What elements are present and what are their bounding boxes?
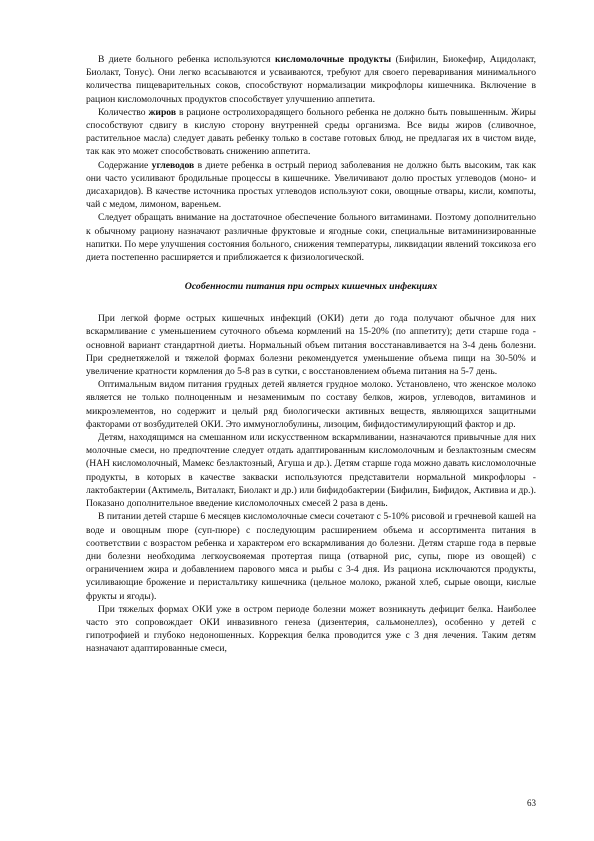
- paragraph-fats: [86, 106, 536, 159]
- bold-term: кисломолочные продукты: [275, 54, 392, 65]
- bold-term: углеводов: [151, 159, 195, 171]
- paragraph-text: (Бифилин, Биокефир, Ацидолакт, Биолакт, Тонус). Они легко всасываются и усваиваются, требуют для своего переваривания минимального количества пищеварительных соков, способствуют нормализации микрофлоры кишечника. Включение в рацион кисломолочных продуктов способствует улучшению аппетита.: [86, 54, 536, 105]
- paragraph-vitamins: Следует обращать внимание на достаточное обеспечение больного витаминами. Поэтому дополнительно к обычному рациону назначают различные фруктовые и ягодные соки, специальные витаминизированные напитки. По мере улучшения состояния больного, снижения температуры, ликвидации явлений токсикоза его диета постепенно расширяется и приближается к физиологической.: [86, 212, 536, 264]
- paragraph-text: в диете ребенка в острый период заболевания не должно быть высоким, так как они часто усиливают бродильные процессы в кишечнике. Увеличивают долю простых углеводов (моно- и дисахаридов). В качестве источника простых углеводов используют соки, овощные отвары, кисли, компоты, чай с медом, лимоном, вареньем.: [86, 159, 536, 211]
- paragraph-breast-milk: Оптимальным видом питания грудных детей является грудное молоко. Установлено, что женское молоко является не только полноценным и незаменимым по составу белков, жиров, углеводов, витаминов и микроэлементов, но содержит и целый ряд биологически активных веществ, являющихся защитными факторами от возбудителей ОКИ. Это иммуноглобулины, лизоцим, бифидостимулирующий фактор и др.: [86, 379, 536, 430]
- paragraph-carbohydrates: [86, 159, 536, 212]
- page-content: [86, 53, 536, 656]
- page-number: 63: [527, 798, 536, 808]
- paragraph-text: Содержание: [98, 159, 152, 171]
- paragraph-text: В диете больного ребенка используются: [98, 54, 275, 65]
- paragraph-text: в рационе остролихорадящего больного ребенка не должно быть повышенным. Жиры способствуют сдвигу в кислую сторону внутренней среды организма. Все виды жиров (сливочное, растительное масла) следует давать ребенку только в составе готовых блюд, не предлагая их в чистом виде, так как это может способствовать снижению аппетита.: [86, 106, 536, 158]
- paragraph-fermented-milk: [86, 53, 536, 106]
- paragraph-severe-forms: При тяжелых формах ОКИ уже в остром периоде болезни может возникнуть дефицит белка. Наиболее часто это сопровождает ОКИ инвазивного генеза (дизентерия, сальмонеллез), особенно у детей с гипотрофией и глубоко недоношенных. Коррекция белка проводится уже с 3 дня лечения. Таким детям назначают адаптированные смеси,: [86, 603, 536, 655]
- paragraph-older-children: В питании детей старше 6 месяцев кисломолочные смеси сочетают с 5-10% рисовой и гречневой кашей на воде и овощным пюре (суп-пюре) с последующим расширением объема и ассортимента питания в соответствии с возрастом ребенка и характером его вскармливания до болезни. Детям старше года в первые дни болезни необходима легкоусвояемая протертая пища (отварной рис, супы, пюре из овощей) с ограничением жира и добавлением парового мяса и рыбы с 3-4 дня. Из рациона исключаются продукты, усиливающие брожение и перистальтику кишечника (цельное молоко, ржаной хлеб, сырые овощи, кислые фрукты и ягоды).: [86, 511, 536, 602]
- bold-term: жиров: [148, 106, 177, 118]
- paragraph-mild-form: При легкой форме острых кишечных инфекций (ОКИ) дети до года получают обычное для них вскармливание с уменьшением суточного объема кормлений на 15-20% (по аппетиту); дети старше года - основной вариант стандартной диеты. Нормальный объем питания восстанавливается на 3-4 день болезни. При среднетяжелой и тяжелой формах болезни рекомендуется уменьшение объема пищи на 30-50% и увеличение кратности кормления до 5-8 раз в сутки, с восстановлением объема питания на 5-7 день.: [86, 313, 536, 378]
- paragraph-formula-feeding: Детям, находящимся на смешанном или искусственном вскармливании, назначаются привычные для них молочные смеси, но предпочтение следует отдать адаптированным кисломолочным и безлактозным смесям (НАН кисломолочный, Мамекс безлактозный, Агуша и др.). Детям старше года можно давать кисломолочные продукты, в которых в качестве закваски используются представители нормальной микрофлоры - лактобактерии (Актимель, Виталакт, Биолакт и др.) или бифидобактерии (Бифилин, Бифидок, Активиа и др.). Показано дополнительное введение кисломолочных смесей 2 раза в день.: [86, 432, 537, 510]
- paragraph-text: Количество: [98, 106, 149, 118]
- section-heading: Особенности питания при острых кишечных инфекциях: [184, 281, 438, 293]
